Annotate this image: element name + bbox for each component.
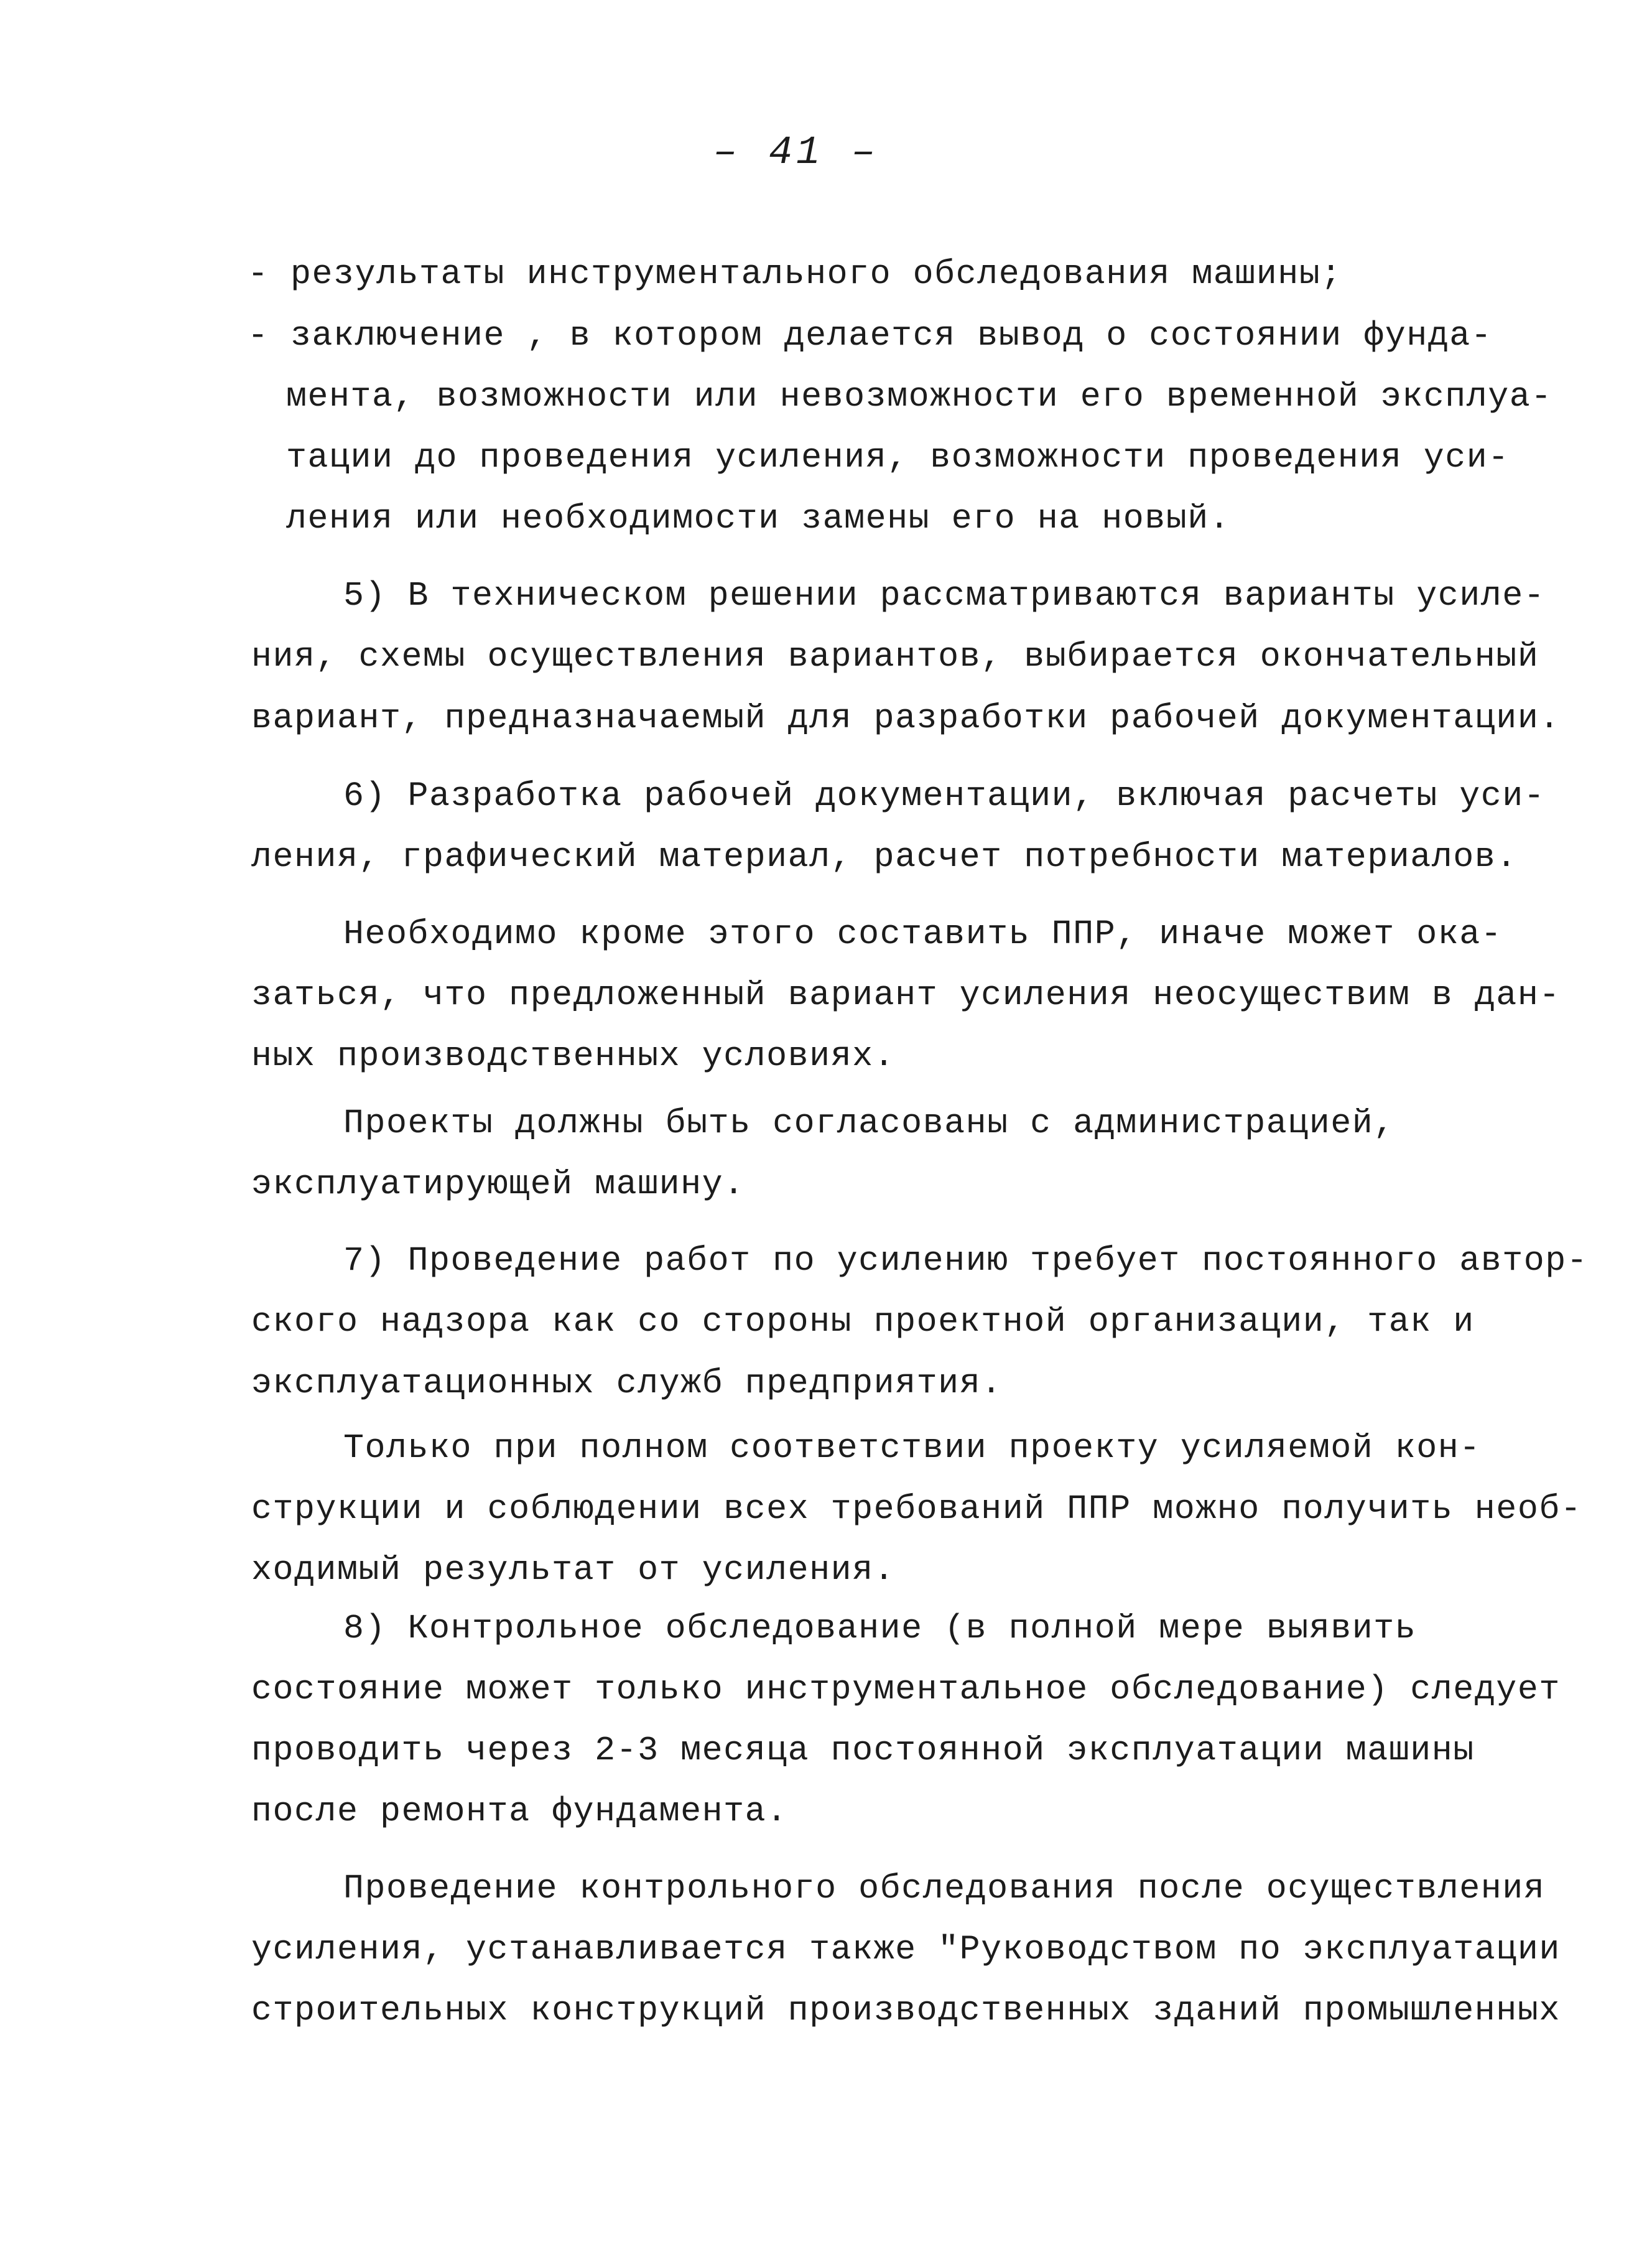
page-number: – 41 – [713,131,879,175]
text-line: Проведение контрольного обследования после осуществления [343,1869,1546,1908]
text-line: тации до проведения усиления, возможности проведения уси- [286,438,1510,477]
text-line: Только при полном соответствии проекту усиляемой кон- [343,1428,1481,1468]
text-line: вариант, предназначаемый для разработки рабочей документации. [251,699,1561,738]
text-line: мента, возможности или невозможности его временной эксплуа- [286,377,1552,416]
text-line: ления или необходимости замены его на новый. [286,499,1231,538]
text-line: состояние может только инструментальное обследование) следует [251,1670,1561,1709]
text-line: ского надзора как со стороны проектной организации, так и [251,1302,1475,1341]
text-line: 7) Проведение работ по усилению требует постоянного автор- [343,1241,1589,1280]
text-line: - заключение , в котором делается вывод о состоянии фунда- [248,316,1493,355]
text-line: строительных конструкций производственных зданий промышленных [251,1991,1561,2030]
text-line: проводить через 2-3 месяца постоянной эксплуатации машины [251,1731,1475,1770]
text-line: Необходимо кроме этого составить ППР, иначе может ока- [343,915,1503,954]
text-line: 8) Контрольное обследование (в полной мере выявить [343,1609,1417,1648]
text-line: заться, что предложенный вариант усиления неосуществим в дан- [251,975,1561,1015]
text-line: 6) Разработка рабочей документации, включая расчеты уси- [343,776,1546,816]
text-line: ления, графический материал, расчет потребности материалов. [251,837,1518,877]
text-line: ных производственных условиях. [251,1036,896,1076]
text-line: после ремонта фундамента. [251,1792,788,1831]
text-line: ния, схемы осуществления вариантов, выбирается окончательный [251,637,1539,676]
text-line: 5) В техническом решении рассматриваются варианты усиле- [343,576,1546,615]
text-line: - результаты инструментального обследования машины; [248,254,1342,294]
text-line: Проекты должны быть согласованы с администрацией, [343,1104,1395,1143]
text-line: эксплуатационных служб предприятия. [251,1364,1003,1403]
text-line: усиления, устанавливается также "Руководством по эксплуатации [251,1930,1561,1969]
text-line: ходимый результат от усиления. [251,1550,896,1590]
text-line: эксплуатирующей машину. [251,1165,745,1204]
text-line: струкции и соблюдении всех требований ППР можно получить необ- [251,1489,1582,1529]
